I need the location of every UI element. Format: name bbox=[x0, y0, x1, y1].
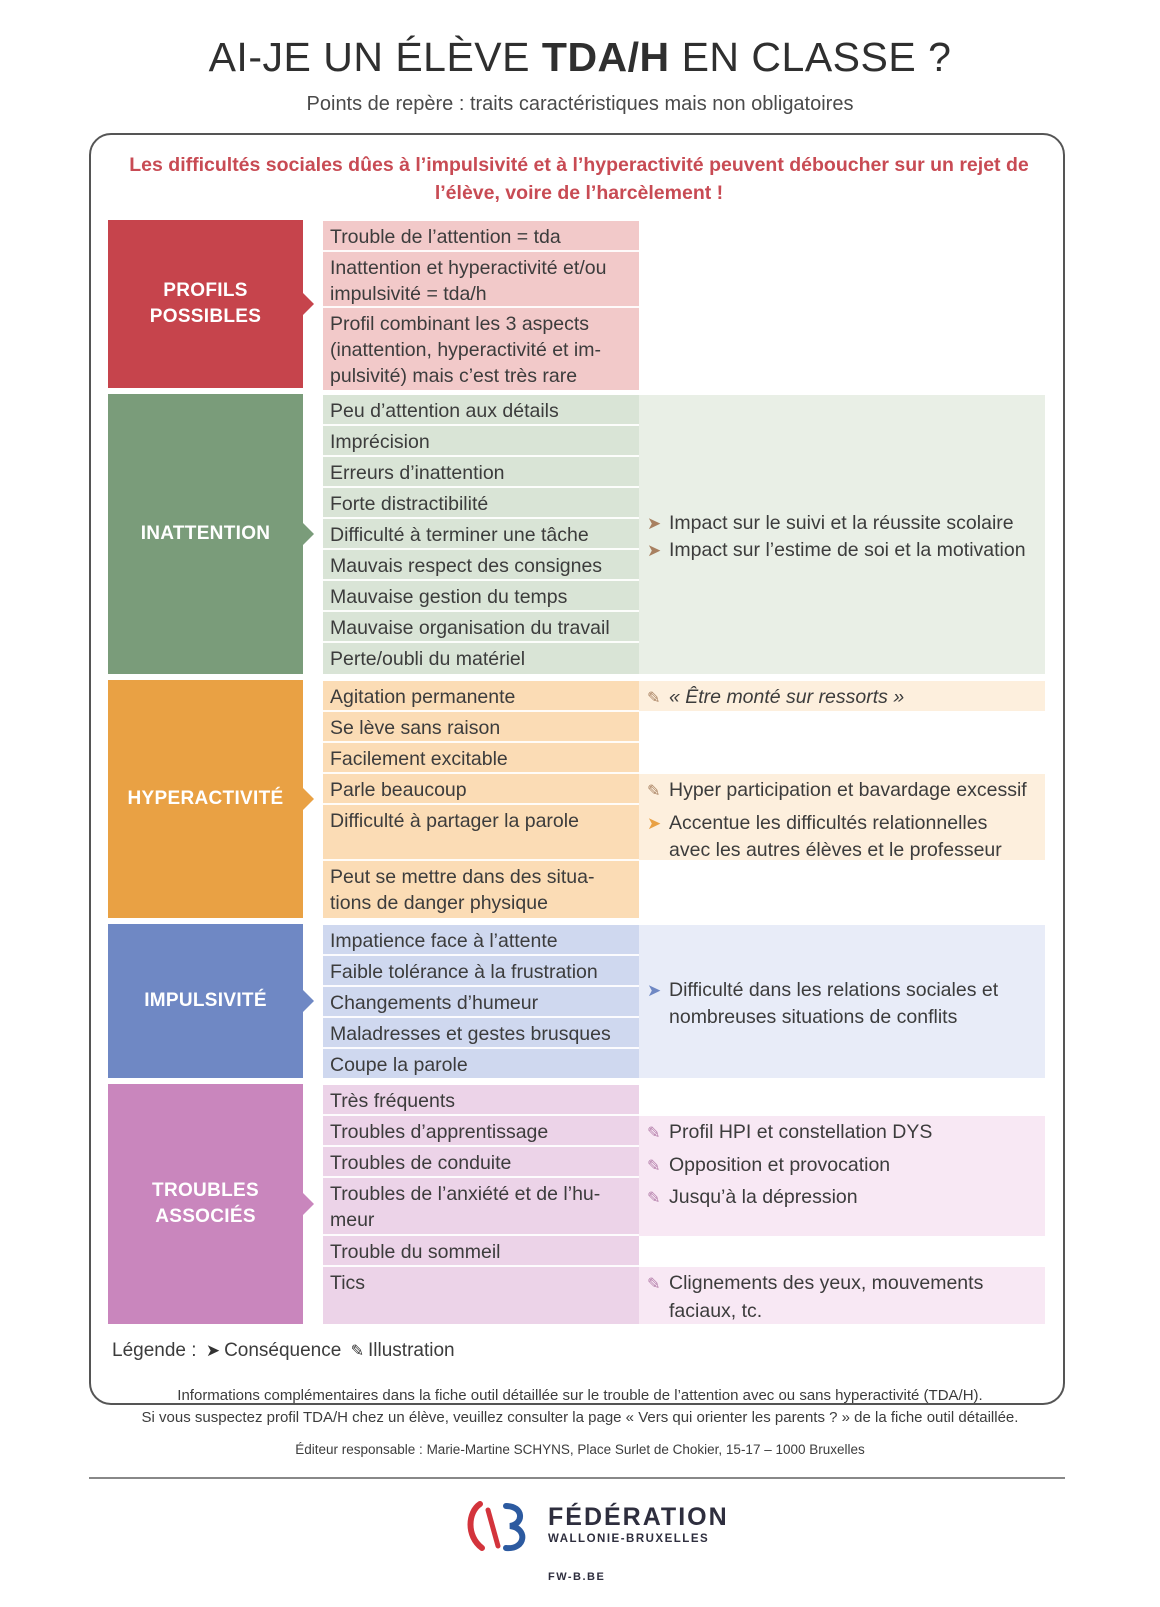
list-item: Facilement excitable bbox=[323, 743, 639, 774]
fwb-logo-icon bbox=[462, 1498, 542, 1558]
logo-url: FW-B.BE bbox=[548, 1571, 606, 1583]
hyper-note-continuation: avec les autres élèves et le professeur bbox=[669, 839, 1002, 861]
troubles-illustration-tics: ✎ Clignements des yeux, mouvements faciaux, tc. bbox=[639, 1267, 1045, 1324]
pen-icon: ✎ bbox=[647, 1125, 661, 1142]
list-item: Mauvais respect des consignes bbox=[323, 550, 639, 581]
warning-banner: Les difficultés sociales dûes à l’impulsivité et à l’hyperactivité peuvent déboucher sur un rejet de l’élève, voire de l’harcèlement ! bbox=[129, 154, 1029, 204]
hyper-illustration-ressorts: ✎ « Être monté sur ressorts » bbox=[639, 681, 1045, 711]
list-item: Maladresses et gestes brusques bbox=[323, 1018, 639, 1049]
pen-icon: ✎ bbox=[647, 783, 661, 800]
page-title: AI-JE UN ÉLÈVE TDA/H EN CLASSE ? bbox=[208, 34, 952, 80]
list-item: Perte/oubli du matériel bbox=[323, 643, 639, 674]
arrow-icon: ➤ bbox=[647, 981, 662, 1000]
list-item: Difficulté à terminer une tâche bbox=[323, 519, 639, 550]
arrow-icon: ➤ bbox=[205, 1341, 221, 1360]
list-item: Inattention et hyperactivité et/ou impulsivité = tda/h bbox=[323, 252, 639, 308]
logo-name: FÉDÉRATION bbox=[548, 1503, 729, 1531]
inattention-consequences: ➤ Impact sur le suivi et la réussite scolaire ➤ Impact sur l’estime de soi et la motivation bbox=[639, 395, 1045, 674]
tics-note-continuation: faciaux, tc. bbox=[669, 1300, 763, 1322]
pen-icon: ✎ bbox=[647, 1158, 661, 1175]
arrow-icon: ➤ bbox=[647, 814, 662, 833]
impulsivite-consequences: ➤ Difficulté dans les relations sociales et nombreuses situations de conflits bbox=[639, 925, 1045, 1078]
hyper-notes: ✎ Hyper participation et bavardage excessif ➤ Accentue les difficultés relationnelles avec les autres élèves et le professeur bbox=[639, 774, 1045, 860]
list-item: Peu d’attention aux détails bbox=[323, 395, 639, 426]
footer-info: Informations complémentaires dans la fiche outil détaillée sur le trouble de l’attention avec ou sans hyperactivité (TDA/H). Si vous suspectez profil TDA/H chez un élève, veuillez consulter la page « Vers qui orienter les parents ? » de la fiche outil détaillée. bbox=[141, 1387, 1019, 1426]
pen-icon: ✎ bbox=[350, 1343, 365, 1360]
list-item: Se lève sans raison bbox=[323, 712, 639, 743]
list-item: Troubles de conduite bbox=[323, 1147, 639, 1178]
list-item: Imprécision bbox=[323, 426, 639, 457]
editor-line: Éditeur responsable : Marie-Martine SCHYNS, Place Surlet de Chokier, 15-17 – 1000 Bruxelles bbox=[295, 1442, 865, 1457]
list-item: Mauvaise gestion du temps bbox=[323, 581, 639, 612]
list-item: Agitation permanente bbox=[323, 681, 639, 712]
list-item: Peut se mettre dans des situa-tions de danger physique bbox=[323, 861, 639, 918]
category-troubles: TROUBLES ASSOCIÉS bbox=[108, 1084, 303, 1324]
list-item: Faible tolérance à la frustration bbox=[323, 956, 639, 987]
divider bbox=[89, 1477, 1065, 1479]
pen-icon: ✎ bbox=[647, 690, 661, 707]
arrow-icon: ➤ bbox=[647, 541, 662, 560]
category-inattention: INATTENTION bbox=[108, 394, 303, 674]
impuls-note-continuation: nombreuses situations de conflits bbox=[669, 1006, 958, 1028]
list-item: Trouble de l’attention = tda bbox=[323, 221, 639, 252]
list-item: Troubles d’apprentissage bbox=[323, 1116, 639, 1147]
list-item: Profil combinant les 3 aspects (inattention, hyperactivité et im-pulsivité) mais c’est très rare bbox=[323, 308, 639, 390]
list-item: Parle beaucoup bbox=[323, 774, 639, 805]
list-item: Coupe la parole bbox=[323, 1049, 639, 1078]
category-impulsivite: IMPULSIVITÉ bbox=[108, 924, 303, 1078]
category-hyperactivite: HYPERACTIVITÉ bbox=[108, 680, 303, 918]
list-item: Mauvaise organisation du travail bbox=[323, 612, 639, 643]
page-subtitle: Points de repère : traits caractéristiques mais non obligatoires bbox=[306, 93, 854, 115]
list-item: Très fréquents bbox=[323, 1085, 639, 1116]
list-item: Trouble du sommeil bbox=[323, 1236, 639, 1267]
list-item: Troubles de l’anxiété et de l’hu-meur bbox=[323, 1178, 639, 1236]
list-item: Impatience face à l’attente bbox=[323, 925, 639, 956]
category-profils: PROFILS POSSIBLES bbox=[108, 220, 303, 388]
pen-icon: ✎ bbox=[647, 1190, 661, 1207]
list-item: Erreurs d’inattention bbox=[323, 457, 639, 488]
troubles-illustrations: ✎ Profil HPI et constellation DYS ✎ Opposition et provocation ✎ Jusqu’à la dépression bbox=[639, 1116, 1045, 1236]
list-item: Changements d’humeur bbox=[323, 987, 639, 1018]
logo-subtitle: WALLONIE-BRUXELLES bbox=[548, 1533, 710, 1545]
list-item: Tics bbox=[323, 1267, 639, 1324]
legend: Légende : ➤ Conséquence ✎ Illustration bbox=[112, 1340, 455, 1361]
arrow-icon: ➤ bbox=[647, 514, 662, 533]
pen-icon: ✎ bbox=[647, 1276, 661, 1293]
list-item: Forte distractibilité bbox=[323, 488, 639, 519]
list-item: Difficulté à partager la parole bbox=[323, 805, 639, 861]
